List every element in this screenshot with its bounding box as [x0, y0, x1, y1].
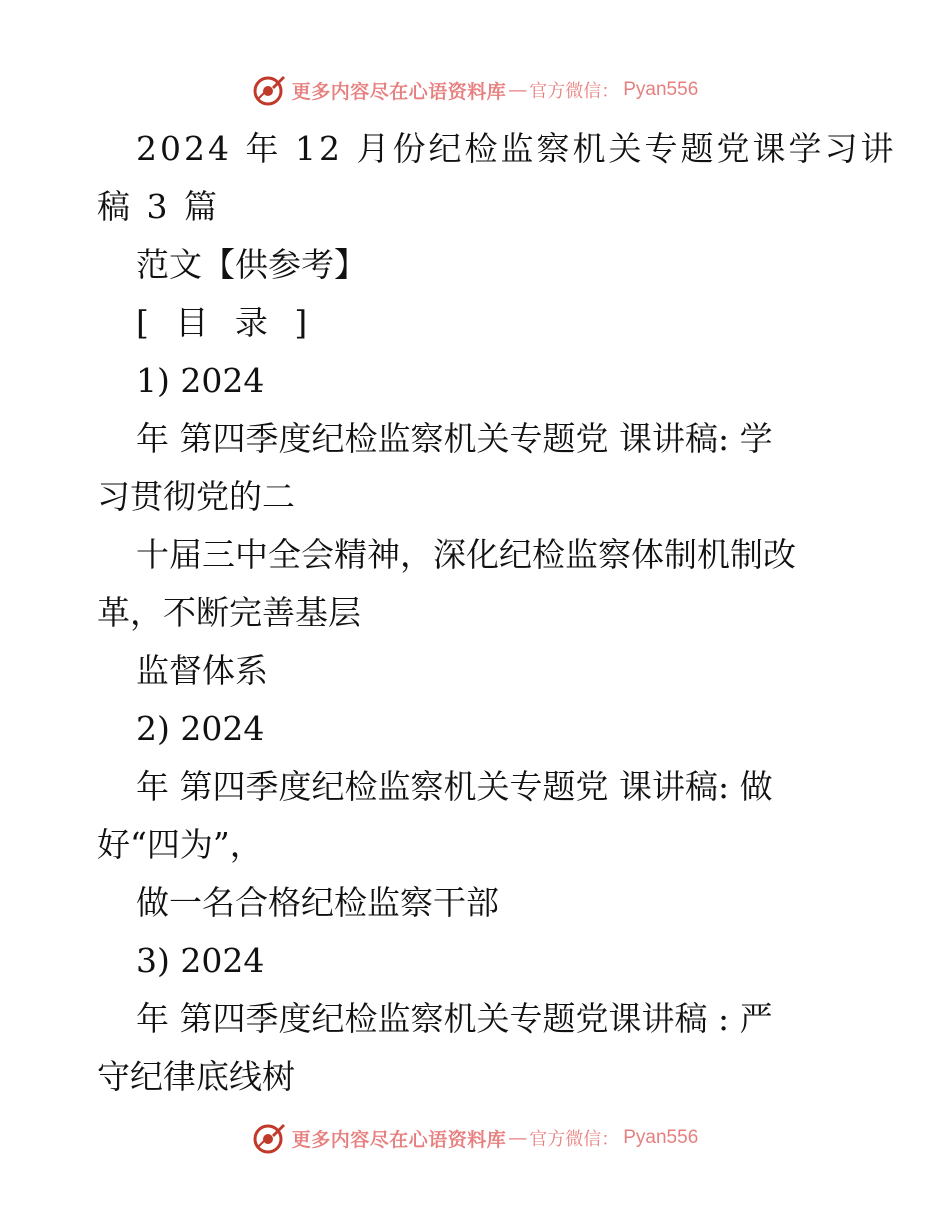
watermark-handle: Pyan556	[623, 1127, 699, 1148]
toc-item-2-line-c: 做一名合格纪检监察干部	[136, 883, 499, 922]
toc-item-1-line-d: 革，不断完善基层	[97, 593, 361, 632]
doc-title-line-2: 稿 3 篇	[97, 187, 220, 226]
toc-item-1-line-e: 监督体系	[136, 651, 268, 690]
pen-logo-icon	[252, 1121, 286, 1155]
toc-item-1-line-a: 年 第四季度纪检监察机关专题党 课讲稿: 学	[136, 419, 773, 458]
doc-title-line-1: 2024 年 12 月份纪检监察机关专题党课学习讲	[136, 129, 897, 168]
toc-item-3-number: 3) 2024	[136, 941, 265, 980]
header-watermark	[0, 70, 950, 110]
document-body	[97, 120, 897, 1106]
watermark-separator: ：	[601, 1129, 620, 1150]
doc-subtitle: 范文【供参考】	[136, 245, 367, 284]
toc-item-3-line-b: 守纪律底线树	[97, 1057, 295, 1096]
watermark-dash: —	[508, 1127, 528, 1149]
toc-item-1-line-b: 习贯彻党的二	[97, 477, 295, 516]
toc-item-1-line-c: 十届三中全会精神，深化纪检监察体制机制改	[136, 535, 796, 574]
toc-item-2-number: 2) 2024	[136, 709, 265, 748]
watermark-separator: ：	[601, 81, 620, 102]
toc-item-2-line-b: 好“四为”，	[97, 825, 263, 864]
toc-heading: [ 目 录 ]	[136, 303, 316, 342]
toc-item-2-line-a: 年 第四季度纪检监察机关专题党 课讲稿: 做	[136, 767, 773, 806]
toc-item-1-number: 1) 2024	[136, 361, 265, 400]
watermark-dash: —	[508, 79, 528, 101]
watermark-wechat-label: 官方微信	[529, 1129, 602, 1150]
watermark-site-text: 更多内容尽在心语资料库	[291, 80, 507, 103]
watermark-handle: Pyan556	[623, 79, 699, 100]
watermark-wechat-label: 官方微信	[529, 81, 602, 102]
pen-logo-icon	[252, 73, 286, 107]
watermark-site-text: 更多内容尽在心语资料库	[291, 1128, 507, 1151]
footer-watermark	[0, 1118, 950, 1158]
toc-item-3-line-a: 年 第四季度纪检监察机关专题党课讲稿 : 严	[136, 999, 773, 1038]
